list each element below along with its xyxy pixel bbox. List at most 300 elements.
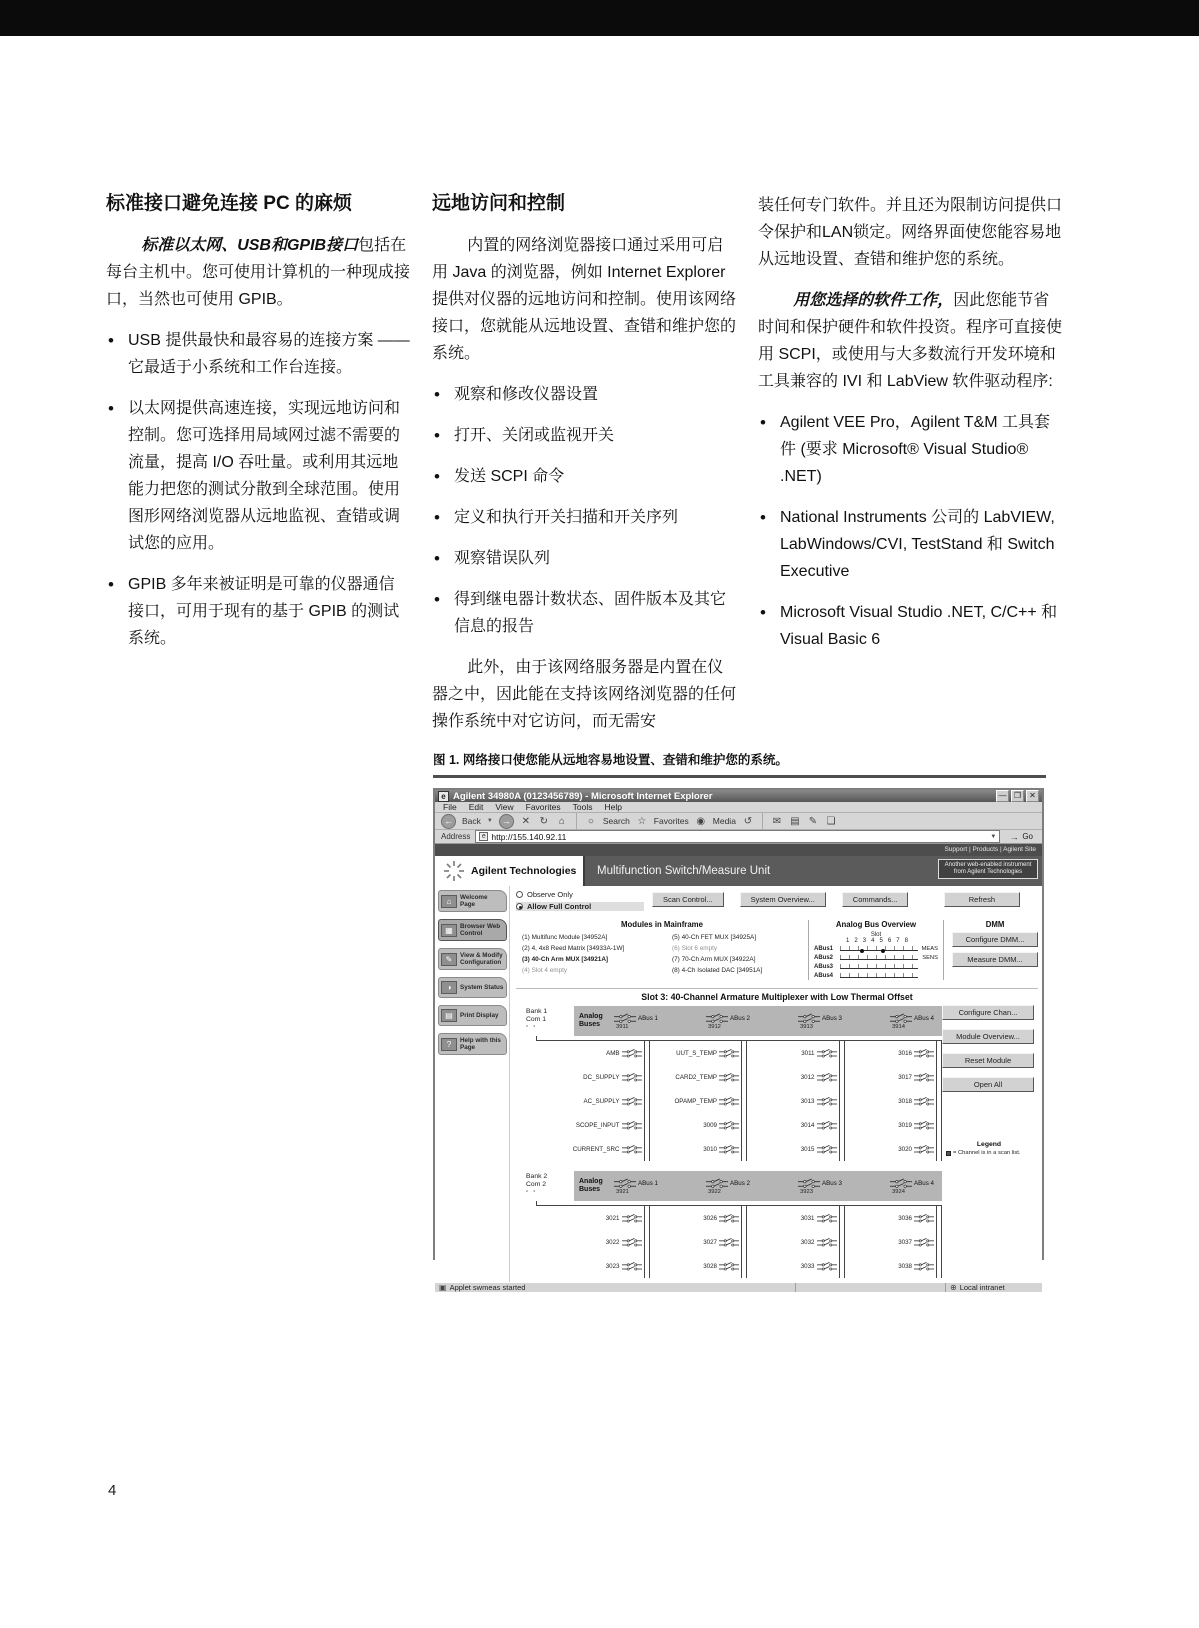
menu-item[interactable]: View bbox=[495, 802, 514, 812]
page-body bbox=[435, 886, 1042, 1282]
channel-label: 3015 bbox=[800, 1145, 815, 1153]
modules-title: Modules in Mainframe bbox=[621, 920, 703, 929]
slot-number: 4 bbox=[871, 938, 875, 944]
channel-label: 3028 bbox=[703, 1262, 717, 1270]
channel-label: 3009 bbox=[703, 1121, 717, 1129]
abus-switch-label: ABus 4 bbox=[914, 1179, 934, 1187]
channel-switch[interactable] bbox=[845, 1089, 943, 1113]
sidebar-item[interactable] bbox=[438, 1005, 507, 1026]
column1-lead-rest: 包括在每台主机中。您可使用计算机的一种现成接口，当然也可使用 GPIB。 bbox=[106, 237, 411, 308]
stop-icon[interactable]: ✕ bbox=[521, 815, 531, 827]
abus-line bbox=[840, 955, 918, 960]
action-button[interactable]: Scan Control... bbox=[652, 892, 724, 907]
menu-item[interactable]: Tools bbox=[572, 802, 593, 812]
sidebar-item-icon: ▦ bbox=[441, 924, 457, 937]
figure-caption: 图 1. 网络接口使您能从远地容易地设置、查错和维护您的系统。 bbox=[433, 753, 788, 767]
modules-list bbox=[516, 932, 808, 976]
channel-switch[interactable] bbox=[650, 1089, 748, 1113]
channel-switch[interactable] bbox=[552, 1065, 650, 1089]
channel-label: CARD2_TEMP bbox=[675, 1073, 717, 1081]
sidebar-item-icon: ✎ bbox=[441, 953, 457, 966]
channel-label: 3017 bbox=[898, 1073, 912, 1081]
slot3-button[interactable]: Configure Chan... bbox=[942, 1005, 1034, 1020]
abus-switch-number: 3911 bbox=[616, 1023, 629, 1030]
channel-switch[interactable] bbox=[552, 1137, 650, 1161]
switch-icon bbox=[914, 1120, 934, 1131]
action-button[interactable]: Refresh bbox=[944, 892, 1020, 907]
address-dropdown-icon[interactable]: ▼ bbox=[990, 833, 997, 840]
channel-label: CURRENT_SRC bbox=[572, 1145, 620, 1153]
column2-lead: 内置的网络浏览器接口通过采用可启用 Java 的浏览器，例如 Internet Explorer 提供对仪器的远地访问和控制。使用该网络接口，您就能从远地设置、查错和维护您的系统。 bbox=[432, 237, 737, 362]
go-button[interactable] bbox=[1005, 832, 1036, 842]
radio-observe-label: Observe Only bbox=[527, 890, 573, 899]
abus-switch-number: 3914 bbox=[892, 1023, 905, 1030]
abus-line bbox=[840, 964, 918, 969]
favorites-icon[interactable]: ☆ bbox=[637, 815, 647, 827]
legend-title: Legend bbox=[976, 1141, 1002, 1148]
slot-number: 6 bbox=[887, 938, 892, 944]
bank1-com: Com 1 bbox=[526, 1016, 547, 1023]
bus-vertical-lines bbox=[936, 1089, 942, 1113]
top-links-bar[interactable]: Support | Products | Agilent Site bbox=[435, 844, 1042, 856]
abus-switch[interactable] bbox=[614, 1178, 658, 1195]
channel-switch[interactable] bbox=[552, 1254, 650, 1278]
abus-line bbox=[840, 946, 918, 951]
abus-switch-label: ABus 1 bbox=[638, 1179, 658, 1187]
channel-switch[interactable] bbox=[747, 1065, 845, 1089]
channel-label: 3021 bbox=[605, 1214, 620, 1222]
channel-label: 3023 bbox=[605, 1262, 620, 1270]
switch-icon bbox=[622, 1048, 642, 1059]
address-value: http://155.140.92.11 bbox=[491, 831, 567, 842]
menu-item[interactable]: Favorites bbox=[525, 802, 561, 812]
radio-observe-only[interactable] bbox=[516, 890, 644, 899]
address-bar bbox=[435, 830, 1042, 844]
channel-switch[interactable] bbox=[747, 1089, 845, 1113]
channel-switch[interactable] bbox=[650, 1254, 748, 1278]
channel-label: OPAMP_TEMP bbox=[674, 1097, 717, 1105]
control-row bbox=[516, 890, 1038, 914]
channel-switch[interactable] bbox=[747, 1254, 845, 1278]
channel-label: 3037 bbox=[898, 1238, 912, 1246]
action-button[interactable]: Commands... bbox=[842, 892, 909, 907]
modules-panel bbox=[516, 920, 808, 980]
bullet-item: • National Instruments 公司的 LabVIEW, LabWindows/CVI, TestStand 和 Switch Executive bbox=[758, 504, 1062, 585]
ie-window bbox=[433, 788, 1044, 1292]
edit-icon[interactable]: ✎ bbox=[808, 815, 818, 827]
refresh-icon[interactable]: ↻ bbox=[539, 815, 549, 827]
abus-switch-label: ABus 1 bbox=[638, 1014, 658, 1022]
switch-icon bbox=[817, 1048, 837, 1059]
analog-buses-label: Analog Buses bbox=[579, 1178, 603, 1193]
bank1-terminals: ° ° bbox=[526, 1025, 538, 1031]
sidebar-item[interactable] bbox=[438, 948, 507, 970]
bullet-item: • 观察和修改仪器设置 bbox=[432, 381, 736, 408]
dmm-panel bbox=[944, 920, 1038, 980]
legend-text: = Channel is in a scan list. bbox=[953, 1150, 1021, 1156]
article-columns bbox=[106, 192, 1062, 749]
overview-row bbox=[516, 920, 1038, 980]
sidebar-item[interactable] bbox=[438, 977, 507, 998]
slot-label: Slot bbox=[870, 932, 882, 938]
abus-switch[interactable] bbox=[890, 1013, 934, 1030]
abus-switch-number: 3912 bbox=[708, 1023, 721, 1030]
switch-icon bbox=[914, 1213, 934, 1224]
bus-vertical-lines bbox=[936, 1206, 942, 1230]
column3-lead-bold: 用您选择的软件工作， bbox=[793, 292, 954, 309]
channel-label: AMB bbox=[606, 1049, 620, 1057]
switch-icon bbox=[719, 1261, 739, 1272]
abus-name: ABus3 bbox=[814, 963, 834, 970]
switch-icon bbox=[914, 1048, 934, 1059]
article-column-2 bbox=[432, 192, 736, 749]
slot3-side-buttons bbox=[942, 1005, 1036, 1092]
brand-name: Agilent Technologies bbox=[471, 865, 577, 877]
slot3-section bbox=[516, 988, 1038, 1278]
toolbar-separator bbox=[576, 813, 577, 829]
bank2-bus-switches bbox=[612, 1178, 942, 1195]
channel-label: 3026 bbox=[703, 1214, 717, 1222]
abus-switch-label: ABus 2 bbox=[730, 1014, 750, 1022]
channel-label: 3036 bbox=[898, 1214, 912, 1222]
bank1-label bbox=[526, 1008, 547, 1032]
sidebar-item[interactable] bbox=[438, 919, 507, 941]
back-dropdown-icon[interactable]: ▼ bbox=[486, 818, 493, 824]
switch-icon bbox=[706, 1013, 728, 1024]
column1-lead bbox=[106, 232, 410, 313]
radio-unselected-icon[interactable] bbox=[516, 891, 523, 898]
back-label[interactable]: Back bbox=[462, 816, 481, 826]
channel-switch[interactable] bbox=[747, 1230, 845, 1254]
sidebar-item-label: View & Modify Configuration bbox=[460, 952, 503, 966]
sidebar-item-label: System Status bbox=[460, 984, 504, 991]
page-top-black-bar bbox=[0, 0, 1199, 36]
sidebar-nav bbox=[435, 886, 510, 1282]
channel-label: 3038 bbox=[898, 1262, 912, 1270]
channel-switch[interactable] bbox=[845, 1254, 943, 1278]
slot-number: 3 bbox=[862, 938, 867, 944]
sidebar-item-label: Welcome Page bbox=[460, 894, 488, 908]
channel-switch[interactable] bbox=[650, 1137, 748, 1161]
switch-icon bbox=[622, 1072, 642, 1083]
switch-icon bbox=[622, 1213, 642, 1224]
bullet-item: • 以太网提供高速连接，实现远地访问和控制。您可选择用局域网过滤不需要的流量，提高 I/O 吞吐量。或利用其远地能力把您的测试分散到全球范围。使用图形网络浏览器从远地监视、查错或调试您的应用。 bbox=[106, 395, 410, 557]
abus-switch[interactable] bbox=[614, 1013, 658, 1030]
channel-switch[interactable] bbox=[650, 1041, 748, 1065]
mail-icon[interactable]: ✉ bbox=[772, 815, 782, 827]
article-column-3 bbox=[758, 192, 1062, 749]
switch-icon bbox=[719, 1096, 739, 1107]
column3-bullets bbox=[758, 409, 1062, 653]
action-button[interactable]: System Overview... bbox=[740, 892, 826, 907]
bullet-item: • 发送 SCPI 命令 bbox=[432, 463, 736, 490]
bullet-item: • GPIB 多年来被证明是可靠的仪器通信接口，可用于现有的基于 GPIB 的测试系统。 bbox=[106, 571, 410, 652]
bank2-channel-grid bbox=[552, 1206, 942, 1278]
switch-icon bbox=[719, 1048, 739, 1059]
header-banner bbox=[435, 856, 1042, 886]
agilent-starburst-icon bbox=[443, 860, 465, 882]
channel-switch[interactable] bbox=[552, 1113, 650, 1137]
channel-switch[interactable] bbox=[650, 1206, 748, 1230]
bank2 bbox=[516, 1171, 948, 1278]
minimize-button-icon[interactable]: — bbox=[996, 790, 1009, 802]
slot3-button[interactable]: Open All bbox=[942, 1077, 1034, 1092]
module-item[interactable]: (1) Multifunc Module [34952A] bbox=[522, 934, 608, 941]
status-bar bbox=[435, 1282, 1042, 1292]
window-title: Agilent 34980A (0123456789) - Microsoft Internet Explorer bbox=[453, 790, 713, 802]
slot-number: 1 bbox=[846, 938, 850, 944]
switch-icon bbox=[914, 1072, 934, 1083]
bus-vertical-lines bbox=[936, 1230, 942, 1254]
go-label: Go bbox=[1022, 832, 1033, 841]
switch-icon bbox=[719, 1072, 739, 1083]
bank2-analog-buses-band bbox=[574, 1171, 942, 1201]
slot-number: 2 bbox=[854, 938, 858, 944]
channel-label: 3011 bbox=[801, 1049, 815, 1057]
channel-label: 3010 bbox=[703, 1145, 717, 1153]
channel-label: 3013 bbox=[800, 1097, 815, 1105]
slot-number: 8 bbox=[904, 938, 908, 944]
channel-switch[interactable] bbox=[845, 1230, 943, 1254]
menu-item[interactable]: Help bbox=[604, 802, 622, 812]
channel-switch[interactable] bbox=[650, 1230, 748, 1254]
bullet-item: • 得到继电器计数状态、固件版本及其它信息的报告 bbox=[432, 586, 736, 640]
abus-switch[interactable] bbox=[706, 1178, 750, 1195]
channel-switch[interactable] bbox=[552, 1089, 650, 1113]
channel-switch[interactable] bbox=[845, 1113, 943, 1137]
switch-icon bbox=[614, 1178, 636, 1189]
channel-switch[interactable] bbox=[552, 1230, 650, 1254]
media-label[interactable]: Media bbox=[712, 816, 736, 826]
module-item[interactable]: (2) 4, 4x8 Reed Matrix [34933A-1W] bbox=[522, 945, 625, 952]
abus-name: ABus4 bbox=[814, 972, 834, 979]
switch-icon bbox=[622, 1237, 642, 1248]
dmm-button[interactable]: Configure DMM... bbox=[952, 932, 1038, 947]
channel-switch[interactable] bbox=[747, 1113, 845, 1137]
maximize-button-icon[interactable]: ❐ bbox=[1011, 790, 1024, 802]
switch-icon bbox=[914, 1096, 934, 1107]
bullet-item: • 观察错误队列 bbox=[432, 545, 736, 572]
main-content bbox=[510, 886, 1042, 1282]
column3-lead-rest: 因此您能节省时间和保护硬件和软件投资。程序可直接使用 SCPI，或使用与大多数流行开发环境和工具兼容的 IVI 和 LabView 软件驱动程序: bbox=[758, 292, 1063, 390]
slot3-button[interactable]: Reset Module bbox=[942, 1053, 1034, 1068]
sidebar-item-icon: ⌂ bbox=[441, 895, 457, 908]
channel-switch[interactable] bbox=[845, 1041, 943, 1065]
bullet-item: • Agilent VEE Pro，Agilent T&M 工具套件 (要求 Microsoft® Visual Studio® .NET) bbox=[758, 409, 1062, 490]
abus-switch-label: ABus 3 bbox=[822, 1014, 842, 1022]
web-enabled-note: Another web-enabled instrument from Agilent Technologies bbox=[938, 859, 1038, 879]
address-label: Address bbox=[441, 832, 471, 841]
bank2-label bbox=[526, 1173, 547, 1197]
module-item[interactable]: (7) 70-Ch Arm MUX [34922A] bbox=[672, 956, 756, 963]
channel-switch[interactable] bbox=[747, 1206, 845, 1230]
window-titlebar[interactable] bbox=[435, 790, 1042, 802]
sidebar-item[interactable] bbox=[438, 1033, 507, 1055]
history-icon[interactable]: ↺ bbox=[743, 815, 753, 827]
switch-icon bbox=[798, 1013, 820, 1024]
applet-icon: ▣ bbox=[439, 1283, 447, 1292]
menu-bar bbox=[435, 802, 1042, 813]
channel-switch[interactable] bbox=[747, 1137, 845, 1161]
bank1-channel-grid bbox=[552, 1041, 942, 1161]
abus-row bbox=[814, 944, 938, 953]
switch-icon bbox=[914, 1261, 934, 1272]
abus-switch[interactable] bbox=[706, 1013, 750, 1030]
channel-label: 3027 bbox=[703, 1238, 717, 1246]
switch-icon bbox=[914, 1237, 934, 1248]
slot3-button[interactable]: Module Overview... bbox=[942, 1029, 1034, 1044]
close-button-icon[interactable]: ✕ bbox=[1026, 790, 1039, 802]
column1-bullets bbox=[106, 327, 410, 652]
dmm-title: DMM bbox=[985, 920, 1005, 929]
channel-label: 3031 bbox=[800, 1214, 815, 1222]
abus-line bbox=[840, 973, 918, 978]
bullet-item: • 定义和执行开关扫描和开关序列 bbox=[432, 504, 736, 531]
sidebar-item[interactable] bbox=[438, 890, 507, 912]
column2-bullets bbox=[432, 381, 736, 640]
sidebar-item-icon: ? bbox=[441, 1038, 457, 1051]
column1-lead-bold: 标准以太网、USB和GPIB接口 bbox=[141, 237, 359, 254]
abus-switch[interactable] bbox=[798, 1178, 842, 1195]
radio-selected-icon[interactable] bbox=[516, 903, 523, 910]
switch-icon bbox=[719, 1213, 739, 1224]
module-item[interactable]: (6) Slot 6 empty bbox=[672, 945, 718, 952]
switch-icon bbox=[622, 1261, 642, 1272]
abus-tag: MEAS bbox=[921, 945, 938, 952]
favorites-label[interactable]: Favorites bbox=[653, 816, 689, 826]
channel-switch[interactable] bbox=[650, 1113, 748, 1137]
switch-icon bbox=[719, 1144, 739, 1155]
forward-icon[interactable]: → bbox=[499, 814, 514, 829]
bank1-analog-buses-band bbox=[574, 1006, 942, 1036]
abus-tag: SENS bbox=[922, 954, 938, 961]
sidebar-item-label: Help with this Page bbox=[460, 1037, 501, 1051]
bank2-com: Com 2 bbox=[526, 1181, 547, 1188]
address-input[interactable] bbox=[475, 830, 1000, 843]
channel-switch[interactable] bbox=[845, 1065, 943, 1089]
radio-full-label: Allow Full Control bbox=[527, 902, 592, 911]
discuss-icon[interactable]: ❏ bbox=[826, 815, 836, 827]
module-item[interactable]: (8) 4-Ch Isolated DAC [34951A] bbox=[672, 967, 763, 974]
agilent-logo-box bbox=[435, 856, 585, 886]
status-zone bbox=[946, 1283, 1042, 1292]
status-spacer bbox=[796, 1283, 946, 1292]
column3-para1: 装任何专门软件。并且还为限制访问提供口令保护和LAN锁定。网络界面使您能容易地从远地设置、查错和维护您的系统。 bbox=[758, 197, 1063, 268]
abus-title: Analog Bus Overview bbox=[835, 920, 917, 929]
bullet-item: • 打开、关闭或监视开关 bbox=[432, 422, 736, 449]
browser-toolbar bbox=[435, 813, 1042, 830]
slot-number: 7 bbox=[896, 938, 900, 944]
channel-label: 3016 bbox=[898, 1049, 912, 1057]
abus-name: ABus2 bbox=[814, 954, 834, 961]
channel-label: 3012 bbox=[800, 1073, 815, 1081]
radio-allow-full-control[interactable] bbox=[516, 902, 644, 911]
column2-outro: 此外，由于该网络服务器是内置在仪器之中，因此能在支持该网络浏览器的任何操作系统中对它访问，而无需安 bbox=[432, 659, 737, 730]
abus-row bbox=[814, 962, 938, 971]
print-icon[interactable]: ▤ bbox=[790, 815, 800, 827]
abus-switch[interactable] bbox=[798, 1013, 842, 1030]
channel-label: 3022 bbox=[605, 1238, 620, 1246]
channel-label: AC_SUPPLY bbox=[583, 1097, 620, 1105]
switch-icon bbox=[914, 1144, 934, 1155]
bank1 bbox=[516, 1006, 948, 1161]
switch-icon bbox=[817, 1144, 837, 1155]
channel-switch[interactable] bbox=[650, 1065, 748, 1089]
module-item[interactable]: (3) 40-Ch Arm MUX [34921A] bbox=[522, 956, 609, 963]
abus-name: ABus1 bbox=[814, 945, 834, 952]
dmm-buttons bbox=[952, 932, 1038, 967]
channel-label: 3020 bbox=[898, 1145, 912, 1153]
switch-icon bbox=[817, 1120, 837, 1131]
go-icon: → bbox=[1009, 831, 1019, 842]
channel-switch[interactable] bbox=[845, 1137, 943, 1161]
channel-label: UUT_S_TEMP bbox=[676, 1049, 717, 1057]
menu-item[interactable]: Edit bbox=[468, 802, 484, 812]
search-label[interactable]: Search bbox=[602, 816, 630, 826]
bullet-item: • USB 提供最快和最容易的连接方案 —— 它最适于小系统和工作台连接。 bbox=[106, 327, 410, 381]
slot3-title: Slot 3: 40-Channel Armature Multiplexer with Low Thermal Offset bbox=[641, 992, 913, 1002]
switch-icon bbox=[706, 1178, 728, 1189]
switch-icon bbox=[817, 1237, 837, 1248]
page-number: 4 bbox=[108, 1482, 117, 1499]
abus-switch-number: 3921 bbox=[616, 1188, 629, 1195]
channel-switch[interactable] bbox=[845, 1206, 943, 1230]
bank2-terminals: ° ° bbox=[526, 1190, 538, 1196]
switch-icon bbox=[817, 1213, 837, 1224]
switch-icon bbox=[614, 1013, 636, 1024]
status-left bbox=[435, 1283, 796, 1292]
slot3-diagram bbox=[516, 1006, 948, 1278]
channel-switch[interactable] bbox=[747, 1041, 845, 1065]
switch-icon bbox=[798, 1178, 820, 1189]
switch-icon bbox=[817, 1261, 837, 1272]
scan-list-square-icon bbox=[946, 1151, 951, 1156]
abus-switch[interactable] bbox=[890, 1178, 934, 1195]
ie-page-icon: e bbox=[438, 791, 449, 802]
abus-switch-label: ABus 4 bbox=[914, 1014, 934, 1022]
abus-switch-number: 3913 bbox=[800, 1023, 813, 1030]
home-icon[interactable]: ⌂ bbox=[558, 815, 565, 827]
switch-icon bbox=[622, 1144, 642, 1155]
column2-title: 远地访问和控制 bbox=[432, 193, 566, 214]
status-zone-label: Local intranet bbox=[959, 1283, 1005, 1292]
action-buttons bbox=[644, 890, 1038, 907]
channel-label: 3018 bbox=[898, 1097, 912, 1105]
slot-number: 5 bbox=[879, 938, 883, 944]
switch-icon bbox=[817, 1096, 837, 1107]
module-item[interactable]: (4) Slot 4 empty bbox=[522, 967, 568, 974]
channel-switch[interactable] bbox=[552, 1206, 650, 1230]
channel-label: 3014 bbox=[800, 1121, 815, 1129]
module-item[interactable]: (5) 40-Ch FET MUX [34925A] bbox=[672, 934, 757, 941]
legend bbox=[946, 1141, 1032, 1157]
search-icon[interactable]: ○ bbox=[587, 815, 594, 827]
switch-icon bbox=[622, 1096, 642, 1107]
sidebar-item-label: Print Display bbox=[460, 1012, 499, 1019]
channel-switch[interactable] bbox=[552, 1041, 650, 1065]
toolbar-separator bbox=[762, 813, 763, 829]
abus-rows bbox=[814, 944, 938, 980]
web-page bbox=[435, 844, 1042, 1282]
back-icon[interactable]: ← bbox=[441, 814, 456, 829]
figure-rule bbox=[433, 775, 1046, 778]
abus-switch-label: ABus 2 bbox=[730, 1179, 750, 1187]
menu-item[interactable]: File bbox=[443, 802, 457, 812]
dmm-button[interactable]: Measure DMM... bbox=[952, 952, 1038, 967]
abus-switch-number: 3922 bbox=[708, 1188, 721, 1195]
app-title: Multifunction Switch/Measure Unit bbox=[597, 865, 771, 877]
media-icon[interactable]: ◉ bbox=[696, 815, 706, 827]
